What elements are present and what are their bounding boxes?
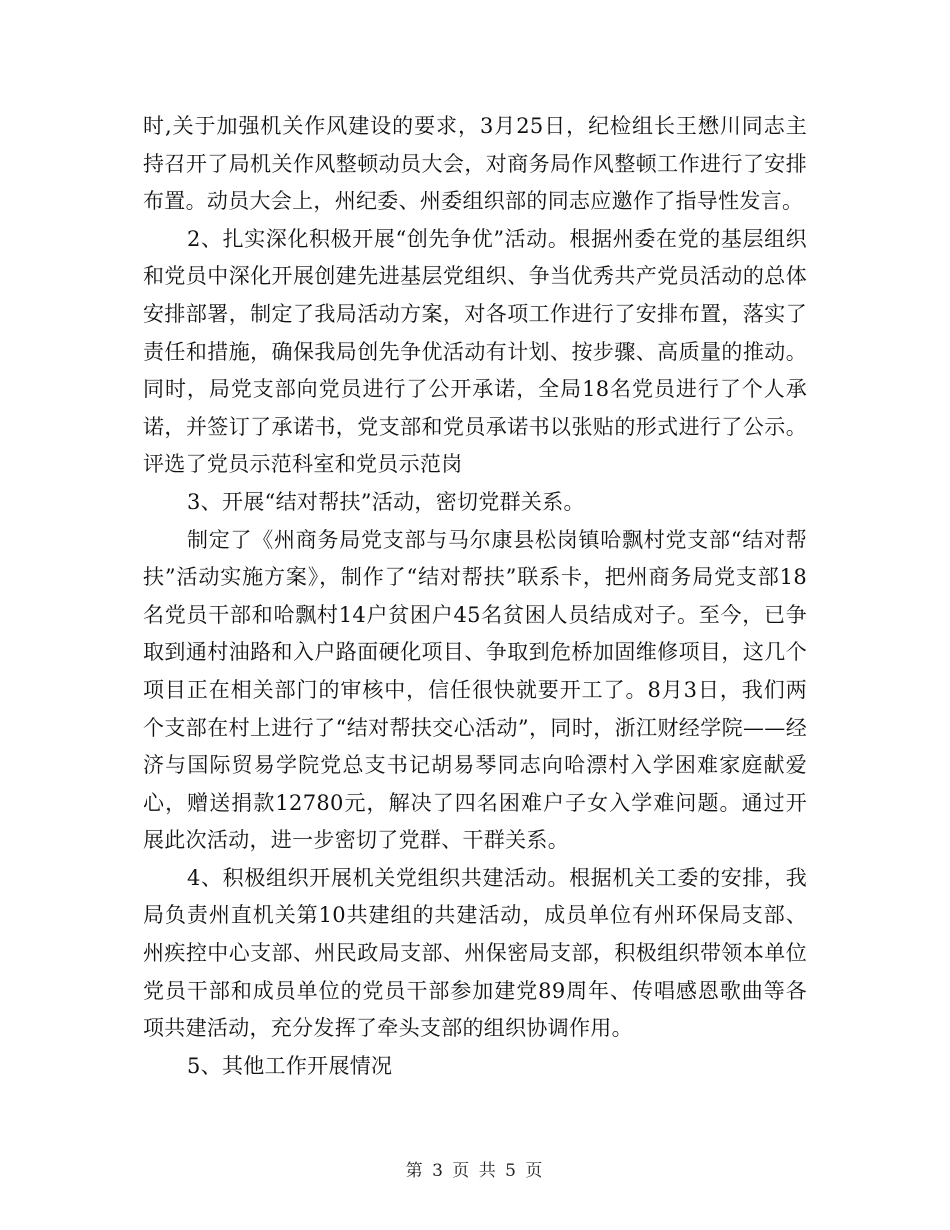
- paragraph-item-3-body: 制定了《州商务局党支部与马尔康县松岗镇哈飘村党支部“结对帮扶”活动实施方案》，制作了“结对帮扶”联系卡，把州商务局党支部18名党员干部和哈飘村14户贫困户45名贫困人员结成对子。至今，已争取到通村油路和入户路面硬化项目、争取到危桥加固维修项目，这几个项目正在相关部门的审核中，信任很快就要开工了。8月3日，我们两个支部在村上进行了“结对帮扶交心活动”，同时，浙江财经学院——经济与国际贸易学院党总支书记胡易琴同志向哈漂村入学困难家庭献爱心，赠送捐款12780元，解决了四名困难户子女入学难问题。通过开展此次活动，进一步密切了党群、干群关系。: [143, 527, 807, 853]
- paragraph-continuation: 时,关于加强机关作风建设的要求，3月25日，纪检组长王懋川同志主持召开了局机关作风整顿动员大会，对商务局作风整顿工作进行了安排布置。动员大会上，州纪委、州委组织部的同志应邀作了指导性发言。: [143, 114, 807, 214]
- paragraph-item-2: 2、扎实深化积极开展“创先争优”活动。根据州委在党的基层组织和党员中深化开展创建先进基层党组织、争当优秀共产党员活动的总体安排部署，制定了我局活动方案，对各项工作进行了安排布置，落实了责任和措施，确保我局创先争优活动有计划、按步骤、高质量的推动。同时，局党支部向党员进行了公开承诺，全局18名党员进行了个人承诺，并签订了承诺书，党支部和党员承诺书以张贴的形式进行了公示。评选了党员示范科室和党员示范岗: [143, 226, 807, 477]
- document-body: [143, 108, 807, 1085]
- paragraph-item-3-heading: 3、开展“结对帮扶”活动，密切党群关系。: [187, 489, 585, 514]
- paragraph-item-4: 4、积极组织开展机关党组织共建活动。根据机关工委的安排，我局负责州直机关第10共建组的共建活动，成员单位有州环保局支部、州疾控中心支部、州民政局支部、州保密局支部，积极组织带领本单位党员干部和成员单位的党员干部参加建党89周年、传唱感恩歌曲等各项共建活动，充分发挥了牵头支部的组织协调作用。: [143, 865, 807, 1041]
- page-number-footer: 第 3 页 共 5 页: [405, 1161, 545, 1181]
- paragraph-item-5-heading: 5、其他工作开展情况: [187, 1053, 393, 1078]
